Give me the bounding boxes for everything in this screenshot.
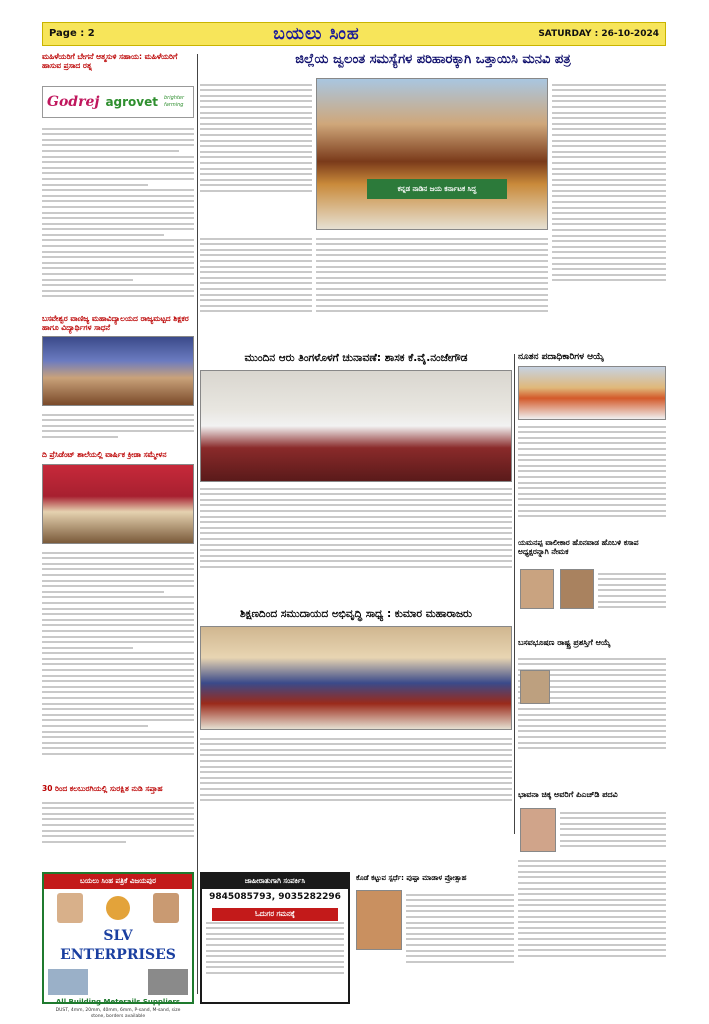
school-event-photo [42,464,194,544]
godrej-logo: Godrej [47,93,100,110]
story-body [598,569,666,629]
left-story-3 [42,450,194,464]
godrej-agrovet-ad [42,86,194,118]
classified-ad-box [200,872,350,1004]
ad-tagline: brighter farming [163,95,185,108]
side-story-4 [518,790,666,806]
left-story-4 [42,784,194,798]
press-meet-photo [200,370,512,482]
slv-enterprises-ad [42,872,194,1019]
story-headline: ನೂತನ ಪದಾಧಿಕಾರಿಗಳ ಆಯ್ಕೆ [518,352,604,362]
last-story [356,874,514,888]
slv-products: DUST, 4mm, 20mm, 40mm, 6mm, P-sand, M-sand, size stone, borders available [55,1007,181,1019]
mid-headline-2: ಶಿಕ್ಷಣದಿಂದ ಸಮುದಾಯದ ಅಭಿವೃದ್ಧಿ ಸಾಧ್ಯ : ಕುಮಾರ ಮಹಾರಾಜರು [240,608,472,620]
lead-headline: ಜಿಲ್ಲೆಯ ಜ್ವಲಂತ ಸಮಸ್ಯೆಗಳ ಪರಿಹಾರಕ್ಕಾಗಿ ಒತ್ತಾಯಿಸಿ ಮನವಿ ಪತ್ರ [295,52,571,67]
paper-title: ಬಯಲು ಸಿಂಹ [273,23,360,44]
story-body [200,80,312,230]
mid-headline-wrap [200,352,512,368]
page-number: Page : 2 [49,28,95,40]
story-headline: ಯಮನಪ್ಪ ವಾಲೀಕಾರ ಹೊನವಾಡ ಹೊಬಳಿ ಕಸಾಪ ಅಧ್ಯಕ್ಷರನ್ನಾಗಿ ನೇಮಕ [518,538,639,557]
slv-tagline: All Building Meterails Suppliers [55,998,181,1007]
seminar-photo [200,626,512,730]
notice-head: ಓದುಗರ ಗಮನಕ್ಕೆ [212,908,338,921]
mid-headline: ಮುಂದಿನ ಆರು ತಿಂಗಳೊಳಗೆ ಚುನಾವಣೆ: ಶಾಸಕ ಕೆ.ವೈ.ನಂಜೇಗೌಡ [244,352,468,364]
story-body [552,80,666,350]
story-body [42,798,194,870]
portrait-photo [520,670,550,704]
story-headline: 30 ರಿಂದ ಕಲಬುರಗಿಯಲ್ಲಿ ಸುರಕ್ಷಿತ ನುಡಿ ಸಪ್ತಾಹ [42,784,163,793]
students-photo [42,336,194,406]
story-body [316,234,548,344]
stones-image [148,969,188,995]
column-rule [514,354,515,834]
side-story-2 [518,538,666,568]
mid-headline-2-wrap [200,608,512,624]
phone-numbers: 9845085793, 9035282296 [209,892,341,903]
portrait-photo [560,569,594,609]
story-headline: ಕೊಡೆ ಕಟ್ಟುವ ಸ್ಪರ್ಧೆ: ಪುಷ್ಪಾ ಮಾಡಾಳ ಪ್ರೋತ್ಸಾಹ [356,874,467,882]
lead-headline-wrap [200,52,666,74]
story-body [200,234,312,344]
om-emblem-icon [106,896,130,920]
story-headline: ಬಸವೇಶ್ವರ ವಾಣಿಜ್ಯ ಮಹಾವಿದ್ಯಾಲಯದ ರಾಜ್ಯಮಟ್ಟದ ಶಿಕ್ಷಕರ ಹಾಗೂ ವಿದ್ಯಾರ್ಥಿಗಳ ಸಾಧನೆ [42,314,189,333]
office-bearers-photo [518,366,666,420]
portrait-photo [520,808,556,852]
story-headline: ಮಹಿಳೆಯರಿಗೆ ಬೇಗನೆ ಆತ್ಮಸುಳಿ ಸಹಾಯ: ಮಹಿಳೆಯರಿಗೆ ಹಾಸುವ ಪ್ರಸಾದ ರತ್ನ [42,52,178,71]
story-headline: ಭಾವನಾ ಚಿಕ್ಕ ಅವರಿಗೆ ಪಿಎಚ್‌ಡಿ ಪದವಿ [518,790,618,799]
slv-name: SLV ENTERPRISES [60,928,176,964]
masthead [42,22,666,46]
story-body [200,734,512,834]
portrait-photo [356,890,402,950]
portrait-photo [153,893,179,923]
memorandum-photo [316,78,548,230]
protest-banner: ಕನ್ನಡ ನಾಡಿನ ಜಯ ಕರ್ನಾಟಕ ಸಿದ್ಧ [367,179,507,199]
portrait-photo [520,569,554,609]
newspaper-page [34,14,672,1019]
portrait-photo [57,893,83,923]
story-headline: ದಿ ಪ್ರೆಸಿಡೆಂಟ್ ಶಾಲೆಯಲ್ಲಿ ವಾರ್ಷಿಕ ಕ್ರೀಡಾ ಸಮ್ಮೇಳನ [42,450,167,459]
truck-image [48,969,88,995]
story-body [518,856,666,1004]
agrovet-logo: agrovet [105,94,158,109]
issue-date: SATURDAY : 26-10-2024 [538,28,659,39]
story-headline: ಬಸವಭೂಷಣ ರಾಷ್ಟ್ರ ಪ್ರಶಸ್ತಿಗೆ ಆಯ್ಕೆ [518,638,611,647]
story-body [42,548,194,788]
side-story-3 [518,638,666,654]
classified-head: ಜಾಹೀರಾತುಗಾಗಿ ಸಂಪರ್ಕಿಸಿ [202,874,348,889]
story-body [406,890,514,1004]
notice-body [206,918,344,998]
column-rule [197,54,198,994]
story-body [200,484,512,604]
story-body [42,124,194,314]
ad-header: ಬಯಲು ಸಿಂಹ ಪತ್ರಿಕೆ ವಿಜಯಪುರ [44,874,192,889]
